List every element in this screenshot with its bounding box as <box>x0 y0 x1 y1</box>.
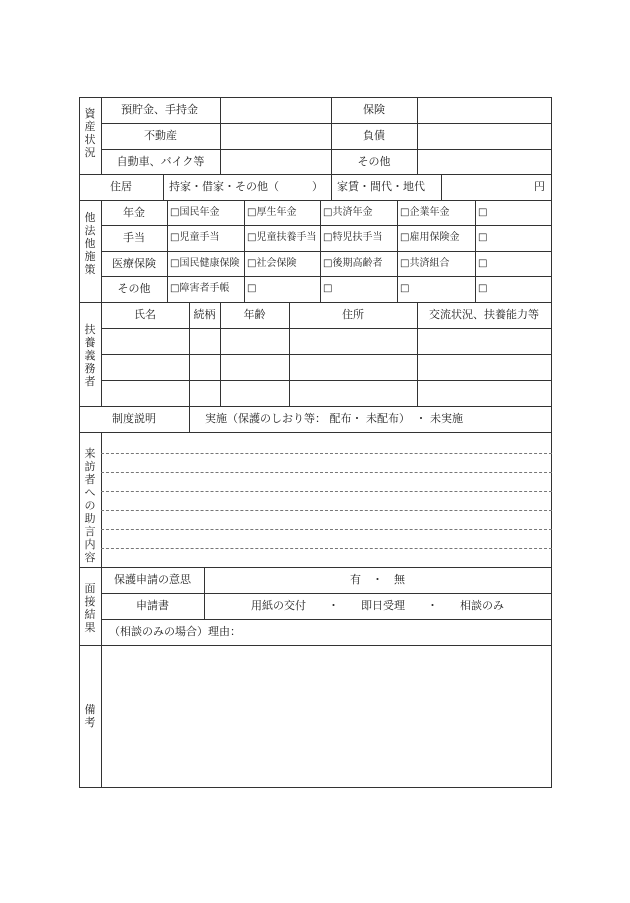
divider <box>417 97 418 174</box>
assets-section-label: 資産状況 <box>84 107 96 159</box>
checkbox-item[interactable]: □国民年金 <box>170 207 220 218</box>
header-relation: 続柄 <box>193 308 216 321</box>
allowance-label: 手当 <box>123 231 145 244</box>
rent-label: 家賃・間代・地代 <box>337 180 425 193</box>
checkbox-item[interactable]: □企業年金 <box>400 207 450 218</box>
divider <box>475 200 476 302</box>
header-age: 年齢 <box>243 308 266 321</box>
divider <box>101 354 552 355</box>
insurance-label: 保険 <box>363 103 385 116</box>
other-assets-label: その他 <box>357 155 391 168</box>
divider <box>397 200 398 302</box>
housing-label: 住居 <box>110 180 132 193</box>
checkbox-item[interactable]: □後期高齢者 <box>323 258 383 269</box>
divider <box>331 174 332 200</box>
explanation-label: 制度説明 <box>112 412 156 425</box>
divider <box>320 200 321 302</box>
checkbox-item[interactable]: □社会保険 <box>247 258 297 269</box>
interview-form <box>79 97 552 787</box>
checkbox-item[interactable]: □障害者手帳 <box>170 283 230 294</box>
divider <box>163 174 164 200</box>
header-address: 住所 <box>342 308 364 321</box>
write-line <box>101 453 552 454</box>
remarks-section-label: 備考 <box>84 703 96 729</box>
header-name: 氏名 <box>134 308 156 321</box>
write-line <box>101 548 552 549</box>
header-support-ability: 交流状況、扶養能力等 <box>429 308 539 321</box>
divider <box>220 97 221 174</box>
checkbox-item[interactable]: □厚生年金 <box>247 207 297 218</box>
checkbox-item[interactable]: □児童扶養手当 <box>247 232 317 243</box>
checkbox-item[interactable]: □共済年金 <box>323 207 373 218</box>
savings-label: 預貯金、手持金 <box>121 103 198 116</box>
checkbox-item[interactable]: □ <box>478 232 488 243</box>
explanation-value: 実施（保護のしおり等： 配布・ 未配布） ・ 未実施 <box>205 412 463 425</box>
checkbox-item[interactable]: □児童手当 <box>170 232 220 243</box>
vehicle-label: 自動車、バイク等 <box>116 155 205 168</box>
checkbox-item[interactable]: □ <box>247 283 257 294</box>
divider <box>79 645 552 646</box>
write-line <box>101 491 552 492</box>
checkbox-item[interactable]: □ <box>478 258 488 269</box>
divider <box>79 432 552 433</box>
other-measures-section-label: 他法他施策 <box>84 211 96 276</box>
divider <box>244 200 245 302</box>
advice-section-label: 来訪者への助言内容 <box>84 447 96 564</box>
divider <box>101 380 552 381</box>
checkbox-item[interactable]: □特児扶手当 <box>323 232 383 243</box>
application-label: 申請書 <box>136 599 169 612</box>
medical-insurance-label: 医療保険 <box>112 257 156 270</box>
checkbox-item[interactable]: □ <box>323 283 333 294</box>
intent-label: 保護申請の意思 <box>114 573 191 586</box>
supporters-section-label: 扶養義務者 <box>84 323 96 388</box>
intent-value: 有 ・ 無 <box>350 573 405 586</box>
divider <box>167 200 168 302</box>
write-line <box>101 529 552 530</box>
write-line <box>101 510 552 511</box>
checkbox-item[interactable]: □ <box>400 283 410 294</box>
border-bottom <box>79 787 552 788</box>
write-line <box>101 472 552 473</box>
interview-section-label: 面接結果 <box>84 582 96 634</box>
checkbox-item[interactable]: □ <box>478 283 488 294</box>
checkbox-item[interactable]: □国民健康保険 <box>170 258 240 269</box>
housing-options: 持家・借家・その他（ ） <box>169 180 323 193</box>
application-value: 用紙の交付 ・ 即日受理 ・ 相談のみ <box>251 599 504 612</box>
debt-label: 負債 <box>363 129 385 142</box>
checkbox-item[interactable]: □雇用保険金 <box>400 232 460 243</box>
real-estate-label: 不動産 <box>144 129 177 142</box>
checkbox-item[interactable]: □ <box>478 207 488 218</box>
other-measures-label: その他 <box>117 282 151 295</box>
reason-label: （相談のみの場合）理由： <box>109 625 241 638</box>
checkbox-item[interactable]: □共済組合 <box>400 258 450 269</box>
divider <box>101 328 552 329</box>
yen-label: 円 <box>534 180 545 193</box>
pension-label: 年金 <box>123 206 145 219</box>
